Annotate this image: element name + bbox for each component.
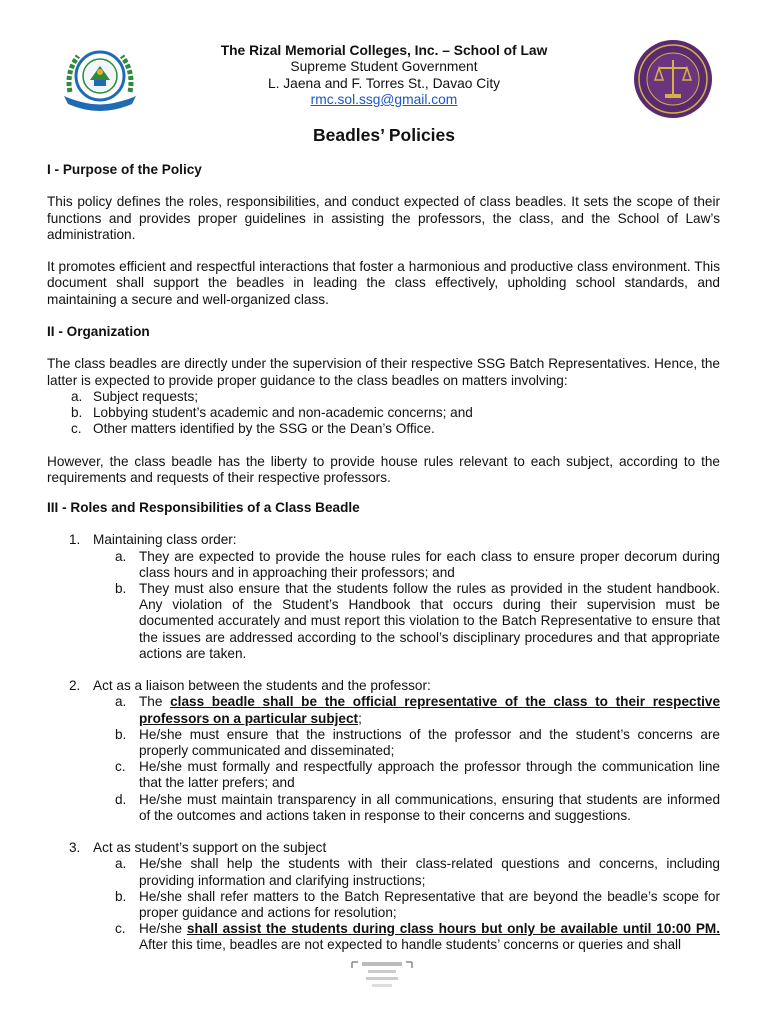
list-item: c. Other matters identified by the SSG or the Dean’s Office. <box>71 421 435 437</box>
section-heading: III - Roles and Responsibilities of a Class Beadle <box>47 499 360 515</box>
paragraph: It promotes efficient and respectful interactions that foster a harmonious and productive class environment. This document shall support the beadles in leading the class effectively, upholding school standards, and maintaining a secure and well-organized class. <box>47 259 720 307</box>
list-item: d. He/she must maintain transparency in all communications, ensuring that students are informed of the outcomes and actions taken in response to their concerns and suggestions. <box>115 791 720 823</box>
section-heading: I - Purpose of the Policy <box>47 162 202 177</box>
list-item: b. He/she shall refer matters to the Batch Representative that are beyond the beadle’s scope for proper guidance and actions for resolution; <box>115 888 720 921</box>
emphasized-text: class beadle shall be the official representative of the class to their respective professors on a particular subject <box>139 694 721 726</box>
email-link[interactable]: rmc.sol.ssg@gmail.com <box>310 91 458 107</box>
paragraph: The class beadles are directly under the supervision of their respective SSG Batch Representatives. Hence, the latter is expected to provide proper guidance to the class beadles on matters involving: <box>47 356 720 388</box>
section-heading: II - Organization <box>47 323 150 339</box>
document-title: Beadles’ Policies <box>312 125 456 145</box>
list-item: a. They are expected to provide the house rules for each class to ensure proper decorum during class hours and in approaching their professors; and <box>115 548 720 580</box>
document-body <box>47 162 720 954</box>
list-item: a. He/she shall help the students with their class-related questions and concerns, including providing information and clarifying instructions; <box>115 856 720 888</box>
list-item: 3. Act as student’s support on the subject a. He/she shall help the students with their class-related questions and concerns, including providing information and clarifying instructions; b. He/she shall refer matters to the Batch Representative that are beyond the beadle’s scope for proper guidance and actions for resolution; c. He/she shall assist the students during class hours but only be available until 10:00 PM. After this time, beadles are not expected to handle students’ concerns or queries and shall <box>69 840 720 953</box>
sub-list <box>93 549 720 662</box>
paragraph: However, the class beadle has the liberty to provide house rules relevant to each subject, according to the requirements and requests of their respective professors. <box>47 453 720 485</box>
organization-unit: Supreme Student Government <box>290 59 478 75</box>
list-item: a. The class beadle shall be the official representative of the class to their respective professors on a particular subject; <box>115 694 721 726</box>
emphasized-text: shall assist the students during class hours but only be available until 10:00 PM. <box>186 921 720 937</box>
list-item: b. They must also ensure that the students follow the rules as provided in the student handbook. Any violation of the Student’s Handbook that occurs during their supervision must be documented accurately and must report this violation to the Batch Representative to ensure that the issues are addressed according to the school’s disciplinary procedures and that appropriate actions are taken. <box>115 580 720 661</box>
institution-name: The Rizal Memorial Colleges, Inc. – School of Law <box>220 43 548 58</box>
list-item: b. Lobbying student’s academic and non-academic concerns; and <box>71 404 473 420</box>
sub-list <box>93 694 720 824</box>
numbered-list <box>47 532 720 953</box>
list-item: 2. Act as a liaison between the students and the professor: a. The class beadle shall be the official representative of the class to their respective professors on a particular subject; b. He/she must ensure that the instructions of the professor and the student’s concerns are properly communicated and disseminated; c. He/she must formally and respectfully approach the professor through the communication line that the latter prefers; and d. He/she must maintain transparency in all communications, ensuring that students are informed of the outcomes and actions taken in response to their concerns and suggestions. <box>69 678 721 823</box>
list-item: c. He/she shall assist the students during class hours but only be available until 10:00 PM. After this time, beadles are not expected to handle students’ concerns or queries and shall <box>115 921 720 953</box>
letterhead <box>0 43 768 108</box>
list-item: 1. Maintaining class order: a. They are expected to provide the house rules for each class to ensure proper decorum during class hours and in approaching their professors; and b. They must also ensure that the students follow the rules as provided in the student handbook. Any violation of the Student’s Handbook that occurs during their supervision must be documented accurately and must report this violation to the Batch Representative to ensure that the issues are addressed according to the school’s disciplinary procedures and that appropriate actions are taken. <box>69 532 720 661</box>
sub-list <box>93 856 720 953</box>
paragraph: This policy defines the roles, responsibilities, and conduct expected of class beadles. It sets the scope of their functions and provides proper guidelines in assisting the professors, the class, and the School of Law’s administration. <box>47 194 720 242</box>
list-item: c. He/she must formally and respectfully approach the professor through the communication line that the latter prefers; and <box>115 759 720 791</box>
list-item: b. He/she must ensure that the instructions of the professor and the student’s concerns are properly communicated and disseminated; <box>115 726 720 758</box>
address: L. Jaena and F. Torres St., Davao City <box>267 75 501 91</box>
list-item: a. Subject requests; <box>71 388 199 404</box>
footer-emblem-icon <box>348 958 416 992</box>
list <box>47 389 720 438</box>
